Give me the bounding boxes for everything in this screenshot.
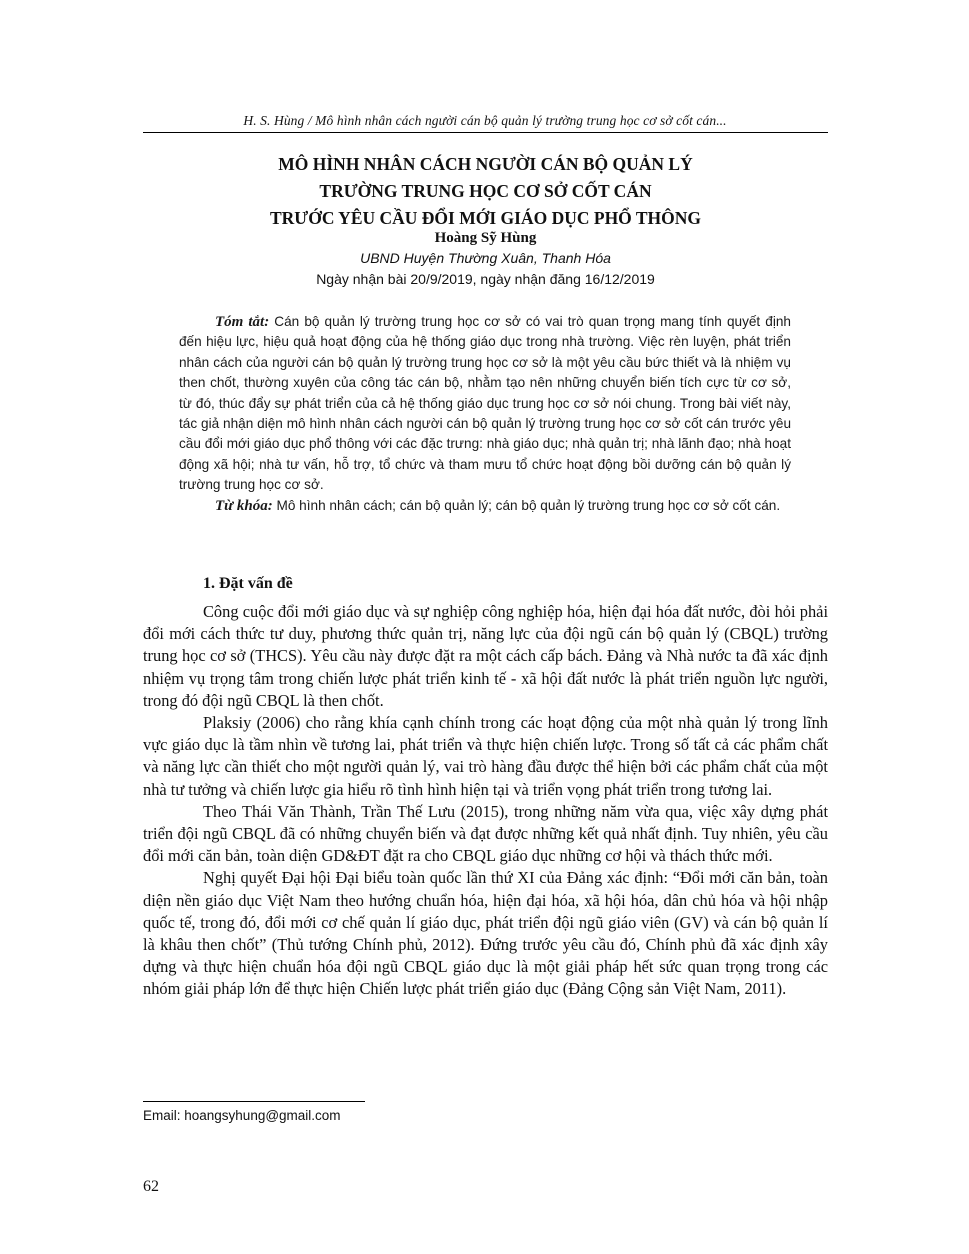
author-name: Hoàng Sỹ Hùng [434, 230, 537, 246]
article-title [143, 151, 828, 232]
body-paragraph: Theo Thái Văn Thành, Trần Thế Lưu (2015), trong những năm vừa qua, việc xây dựng phát triển đội ngũ CBQL đã có những chuyển biến và đạt được những kết quả nhất định. Tuy nhiên, yêu cầu đổi mới căn bản, toàn diện GD&ĐT đặt ra cho CBQL giáo dục những cơ hội và thách thức mới. [143, 801, 828, 866]
title-line-1: MÔ HÌNH NHÂN CÁCH NGƯỜI CÁN BỘ QUẢN LÝ [278, 154, 693, 174]
author-affiliation: UBND Huyện Thường Xuân, Thanh Hóa [360, 250, 611, 266]
keywords-text: Mô hình nhân cách; cán bộ quản lý; cán bộ quản lý trường trung học cơ sở cốt cán. [272, 497, 781, 513]
title-line-2: TRƯỜNG TRUNG HỌC CƠ SỞ CỐT CÁN [319, 181, 652, 201]
page-number: 62 [143, 1178, 159, 1195]
keywords-paragraph [179, 496, 791, 516]
footnote-email: Email: hoangsyhung@gmail.com [143, 1108, 341, 1123]
abstract-block [179, 312, 791, 516]
body-text [143, 601, 828, 1001]
body-paragraph: Plaksiy (2006) cho rằng khía cạnh chính trong các hoạt động của một nhà quản lý trong lĩnh vực giáo dục là tầm nhìn về tương lai, phát triển và thực hiện chiến lược. Trong số tất cả các phẩm chất và năng lực cần thiết cho một người quản lý, vai trò hàng đầu được thể hiện bởi các phẩm chất của một nhà tư tưởng và chiến lược gia hiểu rõ tình hình hiện tại và triển vọng phát triển trong tương lai. [143, 713, 828, 799]
submission-dates: Ngày nhận bài 20/9/2019, ngày nhận đăng 16/12/2019 [316, 271, 655, 287]
body-paragraph: Nghị quyết Đại hội Đại biểu toàn quốc lần thứ XI của Đảng xác định: “Đổi mới căn bản, toàn diện nền giáo dục Việt Nam theo hướng chuẩn hóa, hiện đại hóa, xã hội hóa, dân chủ hóa và hội nhập quốc tế, trong đó, đổi mới cơ chế quản lí giáo dục, phát triển đội ngũ giáo viên (GV) và cán bộ quản lí là khâu then chốt” (Thủ tướng Chính phủ, 2012). Đứng trước yêu cầu đó, Chính phủ đã xác định xây dựng và thực hiện chuẩn hóa đội ngũ CBQL giáo dục là một giải pháp hết sức quan trọng trong các nhóm giải pháp lớn để thực hiện Chiến lược phát triển giáo dục (Đảng Cộng sản Việt Nam, 2011). [143, 868, 828, 999]
abstract-paragraph [179, 312, 791, 496]
body-paragraph: Công cuộc đổi mới giáo dục và sự nghiệp công nghiệp hóa, hiện đại hóa đất nước, đòi hỏi phải đổi mới cách thức tư duy, phương thức quản trị, năng lực của đội ngũ cán bộ quản lý (CBQL) trường trung học cơ sở (THCS). Yêu cầu này được đặt ra một cách cấp bách. Đảng và Nhà nước ta đã xác định nhiệm vụ trọng tâm trong chiến lược phát triển kinh tế - xã hội đất nước là phát triển nguồn lực người, trong đó đội ngũ CBQL là then chốt. [143, 602, 828, 710]
footnote-rule [143, 1101, 365, 1102]
abstract-label: Tóm tắt: [215, 314, 270, 330]
title-line-3: TRƯỚC YÊU CẦU ĐỔI MỚI GIÁO DỤC PHỔ THÔNG [269, 208, 702, 228]
section-heading: 1. Đặt vấn đề [203, 575, 293, 592]
keywords-label: Từ khóa: [215, 497, 273, 514]
abstract-text: Cán bộ quản lý trường trung học cơ sở có vai trò quan trọng mang tính quyết định đến hiệu lực, hiệu quả hoạt động của hệ thống giáo dục trong nhà trường. Việc rèn luyện, phát triển nhân cách của người cán bộ quản lý trường trung học cơ sở là một yêu cầu bức thiết và là nhiệm vụ then chốt, thường xuyên của công tác cán bộ, nhằm tạo nên những chuyển biến tích cực từ cơ sở, từ đó, thúc đẩy sự phát triển của cả hệ thống giáo dục trung học cơ sở nói chung. Trong bài viết này, tác giả nhận diện mô hình nhân cách người cán bộ quản lý trường trung học cơ sở cốt cán trước yêu cầu đổi mới giáo dục phổ thông với các đặc trưng: nhà giáo dục; nhà quản trị; nhà lãnh đạo; nhà hoạt động xã hội; nhà tư vấn, hỗ trợ, tổ chức và tham mưu tổ chức hoạt động bồi dưỡng cán bộ quản lý trường trung học cơ sở. [179, 314, 791, 493]
header-rule [143, 132, 828, 133]
running-header: H. S. Hùng / Mô hình nhân cách người cán bộ quản lý trường trung học cơ sở cốt cán... [243, 113, 727, 128]
